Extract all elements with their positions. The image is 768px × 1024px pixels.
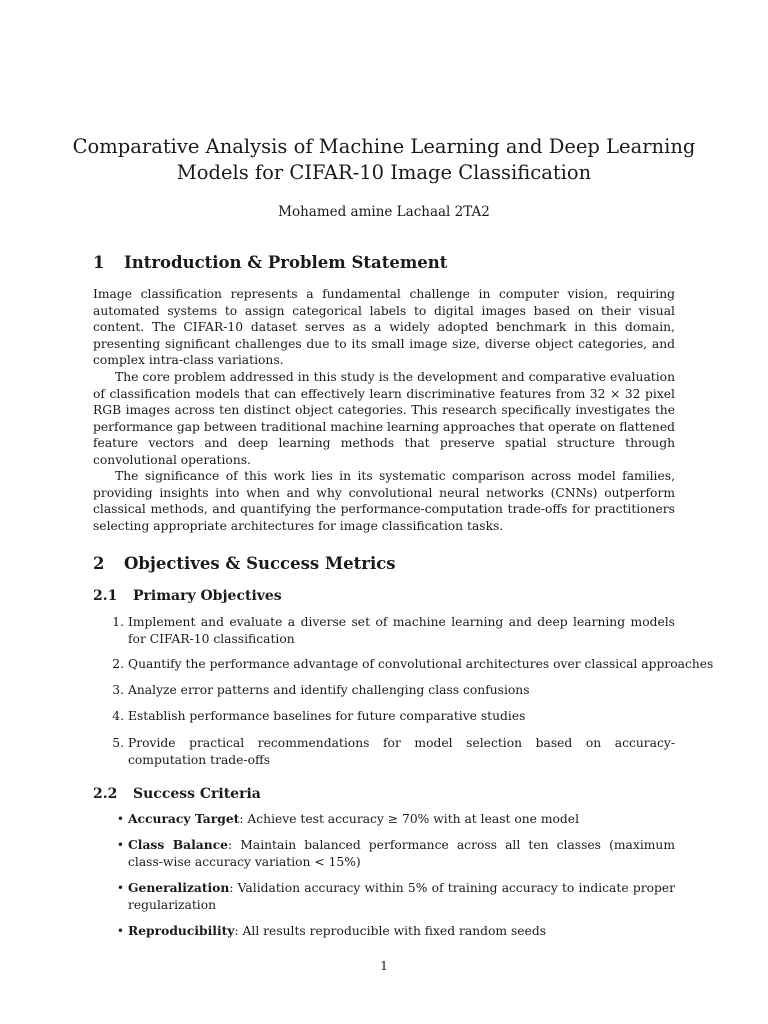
subsection-number: 2.2	[93, 786, 118, 802]
list-item	[110, 614, 675, 647]
list-item-text: Quantify the performance advantage of convolutional architectures over classical approaches	[128, 657, 714, 671]
criterion-description: : Maintain balanced performance across all ten classes (maximum class-wise accuracy variation < 15%)	[128, 838, 675, 869]
section-title: Introduction & Problem Statement	[124, 253, 448, 272]
list-item-text: Analyze error patterns and identify challenging class confusions	[128, 683, 530, 697]
list-item	[110, 811, 675, 828]
paper-title-line-1: Comparative Analysis of Machine Learning and Deep Learning	[72, 135, 696, 158]
list-item	[110, 735, 675, 768]
list-item	[110, 656, 714, 673]
section-number: 1	[93, 253, 105, 272]
page-number: 1	[380, 959, 388, 973]
list-marker: 1.	[112, 615, 124, 629]
section-heading	[93, 253, 447, 272]
list-item	[110, 837, 675, 870]
list-item	[110, 708, 675, 725]
paper-title	[60, 134, 708, 186]
criterion-description: : All results reproducible with fixed random seeds	[234, 924, 547, 938]
list-item	[110, 923, 675, 940]
list-item-text	[128, 811, 675, 828]
list-item-text: Provide practical recommendations for model selection based on accuracy-computation trade-offs	[128, 736, 675, 767]
criterion-description: : Achieve test accuracy ≥ 70% with at least one model	[239, 812, 580, 826]
subsection-heading	[93, 786, 261, 802]
subsection-heading	[93, 588, 282, 604]
list-item-text	[128, 837, 675, 870]
criterion-term: Generalization	[128, 880, 230, 895]
section-title: Objectives & Success Metrics	[124, 554, 396, 573]
section-heading	[93, 554, 396, 573]
list-item-text	[128, 923, 675, 940]
criterion-term: Reproducibility	[128, 923, 235, 938]
paragraph: The core problem addressed in this study is the development and comparative evaluation of classification models that can effectively learn discriminative features from 32 × 32 pixel RGB images across ten distinct object categories. This research specifically investigates the performance gap between traditional machine learning approaches that operate on flattened feature vectors and deep learning methods that preserve spatial structure through convolutional operations.	[93, 370, 675, 467]
list-item	[110, 682, 675, 699]
list-marker: 5.	[112, 736, 124, 750]
list-marker: 4.	[112, 709, 124, 723]
author-line: Mohamed amine Lachaal 2TA2	[278, 204, 490, 220]
criterion-description: : Validation accuracy within 5% of training accuracy to indicate proper regularization	[128, 881, 675, 912]
subsection-title: Success Criteria	[133, 786, 261, 802]
bullet-marker: •	[116, 812, 124, 826]
bullet-marker: •	[116, 924, 124, 938]
list-item	[110, 880, 675, 913]
list-item-text: Implement and evaluate a diverse set of machine learning and deep learning models for CIFAR-10 classification	[128, 615, 675, 646]
paragraph: The significance of this work lies in its systematic comparison across model families, providing insights into when and why convolutional neural networks (CNNs) outperform classical methods, and quantifying the performance-computation trade-offs for practitioners selecting appropriate architectures for image classification tasks.	[93, 469, 675, 533]
list-item-text	[128, 880, 675, 913]
list-marker: 3.	[112, 683, 124, 697]
bullet-marker: •	[116, 838, 124, 852]
section-number: 2	[93, 554, 105, 573]
criterion-term: Accuracy Target	[128, 811, 240, 826]
paragraph: Image classification represents a fundamental challenge in computer vision, requiring automated systems to assign categorical labels to digital images based on their visual content. The CIFAR-10 dataset serves as a widely adopted benchmark in this domain, presenting significant challenges due to its small image size, diverse object categories, and complex intra-class variations.	[93, 287, 675, 368]
paper-title-line-2: Models for CIFAR-10 Image Classification	[176, 161, 592, 184]
subsection-number: 2.1	[93, 588, 118, 604]
subsection-title: Primary Objectives	[133, 588, 282, 604]
list-marker: 2.	[112, 657, 124, 671]
list-item-text: Establish performance baselines for future comparative studies	[128, 709, 526, 723]
criterion-term: Class Balance	[128, 837, 229, 852]
bullet-marker: •	[116, 881, 124, 895]
